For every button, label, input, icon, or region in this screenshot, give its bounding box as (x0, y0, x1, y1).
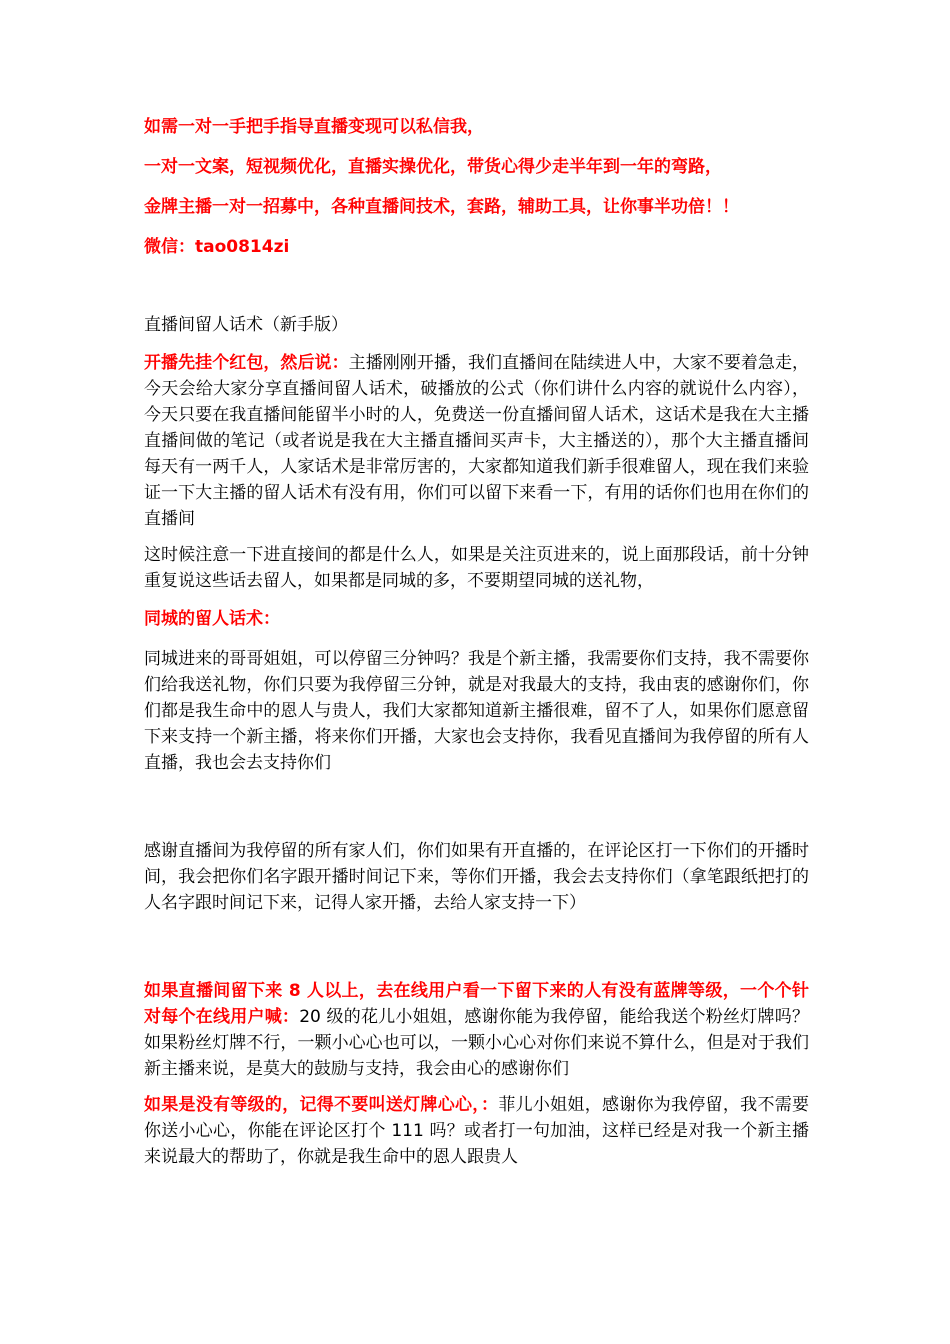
promo-line-3: 金牌主播一对一招募中，各种直播间技术，套路，辅助工具，让你事半功倍！！ (144, 197, 739, 217)
paragraph-no-level (144, 1092, 809, 1170)
paragraph-thanks: 感谢直播间为我停留的所有家人们，你们如果有开直播的，在评论区打一下你们的开播时间，我会把你们名字跟开播时间记下来，等你们开播，我会去支持你们（拿笔跟纸把打的人名字跟时间记下来，记得人家开播，去给人家支持一下） (144, 841, 809, 913)
paragraph-opening-lead: 开播先挂个红包，然后说： (144, 353, 349, 373)
promo-line-2: 一对一文案，短视频优化，直播实操优化，带货心得少走半年到一年的弯路， (144, 157, 722, 177)
paragraph-opening-text: 主播刚刚开播，我们直播间在陆续进人中，大家不要着急走，今天会给大家分享直播间留人话术，破播放的公式（你们讲什么内容的就说什么内容），今天只要在我直播间能留半小时的人，免费送一份直播间留人话术，这话术是我在大主播直播间做的笔记（或者说是我在大主播直播间买声卡，大主播送的），那个大主播直播间每天有一两千人，人家话术是非常厉害的，大家都知道我们新手很难留人，现在我们来验证一下大主播的留人话术有没有用，你们可以留下来看一下，有用的话你们也用在你们的直播间 (144, 353, 810, 529)
document-page (144, 114, 809, 1180)
paragraph-no-level-text: 菲儿小姐姐，感谢你为我停留，我不需要你送小心心，你能在评论区打个 111 吗？或者打一句加油，这样已经是对我一个新主播来说最大的帮助了，你就是我生命中的恩人跟贵人 (144, 1095, 810, 1167)
paragraph-eight-plus-text: 20 级的花儿小姐姐，感谢你能为我停留，能给我送个粉丝灯牌吗？如果粉丝灯牌不行，一颗小心心也可以，一颗小心心对你们来说不算什么，但是对于我们新主播来说，是莫大的鼓励与支持，我会由心的感谢你们 (144, 1007, 809, 1079)
paragraph-eight-plus-lead: 如果直播间留下来 8 人以上，去在线用户看一下留下来的人有没有蓝牌等级，一个个针对每个在线用户喊： (144, 981, 809, 1027)
promo-wechat: 微信：tao0814zi (144, 237, 290, 257)
paragraph-tongcheng: 同城进来的哥哥姐姐，可以停留三分钟吗？我是个新主播，我需要你们支持，我不需要你们给我送礼物，你们只要为我停留三分钟，就是对我最大的支持，我由衷的感谢你们，你们都是我生命中的恩人与贵人，我们大家都知道新主播很难，留不了人，如果你们愿意留下来支持一个新主播，将来你们开播，大家也会支持你，我看见直播间为我停留的所有人直播，我也会去支持你们 (144, 649, 809, 773)
promo-line-1: 如需一对一手把手指导直播变现可以私信我， (144, 117, 484, 137)
paragraph-note: 这时候注意一下进直接间的都是什么人，如果是关注页进来的，说上面那段话，前十分钟重复说这些话去留人，如果都是同城的多，不要期望同城的送礼物， (144, 545, 809, 591)
paragraph-no-level-lead: 如果是没有等级的，记得不要叫送灯牌心心，： (144, 1095, 499, 1115)
document-title: 直播间留人话术（新手版） (144, 315, 348, 335)
tongcheng-heading: 同城的留人话术： (144, 609, 280, 629)
paragraph-eight-plus (144, 978, 809, 1082)
paragraph-opening (144, 350, 809, 532)
